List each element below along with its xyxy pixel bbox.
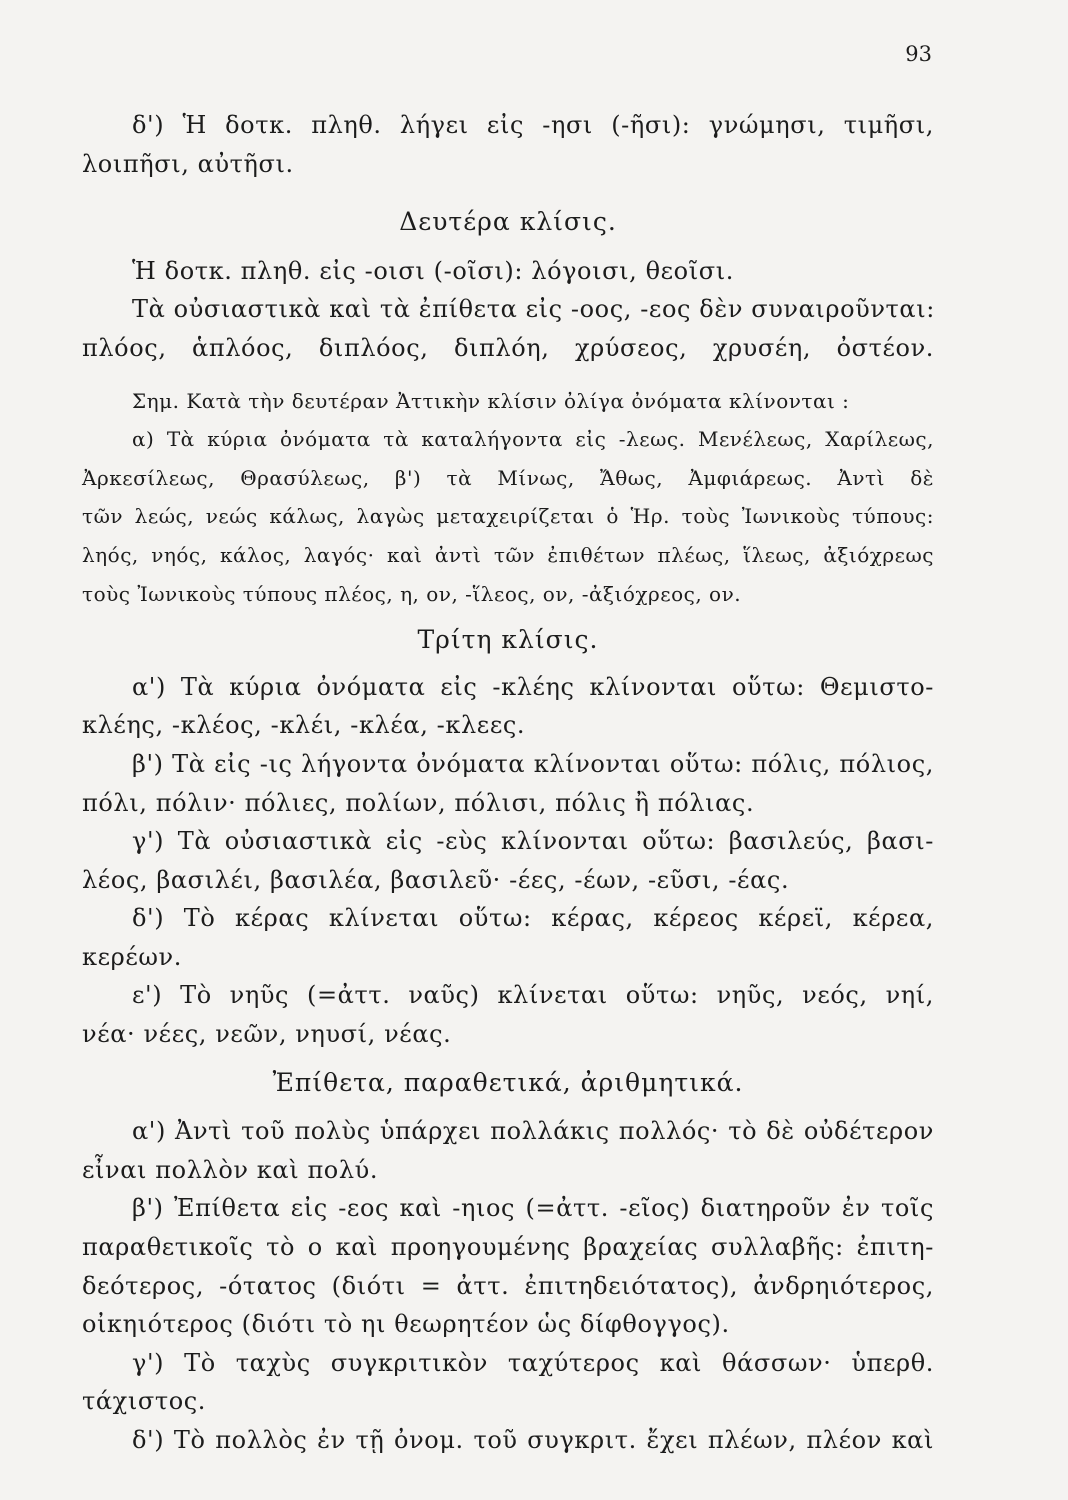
text-line: λοιπῆσι, αὐτῆσι. — [82, 149, 294, 178]
note-line: τοὺς Ἰωνικοὺς τύπους πλέος, η, ον, -ἵλεος, ον, -ἀξιόχρεος, ον. — [82, 581, 742, 606]
note-line: τῶν λεώς, νεώς κάλως, λαγὼς μεταχειρίζεται ὁ Ἡρ. τοὺς Ἰωνικοὺς τύπους: — [82, 504, 934, 529]
text-line: πόλι, πόλιν· πόλιες, πολίων, πόλισι, πόλις ἢ πόλιας. — [82, 788, 755, 817]
text-line: Ἡ δοτκ. πληθ. εἰς -οισι (-οῖσι): λόγοισι, θεοῖσι. — [132, 256, 734, 285]
note-line: ληός, νηός, κάλος, λαγός· καὶ ἀντὶ τῶν ἐπιθέτων πλέως, ἵλεως, ἀξιόχρεως — [82, 542, 934, 567]
text-line: κλέης, -κλέος, -κλέι, -κλέα, -κλεες. — [82, 711, 526, 740]
note-line: Σημ. Κατὰ τὴν δευτέραν Ἀττικὴν κλίσιν ὀλίγα ὀνόματα κλίνονται : — [132, 388, 850, 413]
text-line: Τὰ οὐσιαστικὰ καὶ τὰ ἐπίθετα εἰς -οος, -εος δὲν συναιροῦνται: — [132, 295, 935, 324]
text-line: ε') Τὸ νηῦς (=ἀττ. ναῦς) κλίνεται οὕτω: νηῦς, νεός, νηί, — [132, 981, 934, 1010]
text-line: δ') Τὸ πολλὸς ἐν τῇ ὀνομ. τοῦ συγκριτ. ἔχει πλέων, πλέον καὶ — [132, 1426, 934, 1454]
text-line: πλόος, ἁπλόος, διπλόος, διπλόη, χρύσεος, χρυσέη, ὀστέον. — [82, 333, 934, 362]
text-line: οἰκηιότερος (διότι τὸ ηι θεωρητέον ὡς δίφθογγος). — [82, 1310, 730, 1339]
note-line: α) Τὰ κύρια ὀνόματα τὰ καταλήγοντα εἰς -λεως. Μενέλεως, Χαρίλεως, — [132, 427, 934, 452]
text-line: α') Τὰ κύρια ὀνόματα εἰς -κλέης κλίνονται οὕτω: Θεμιστο- — [132, 672, 934, 701]
text-line: δ') Ἡ δοτκ. πληθ. λήγει εἰς -ησι (-ῆσι): γνώμησι, τιμῆσι, — [132, 111, 934, 139]
text-line: β') Ἐπίθετα εἰς -εος καὶ -ηιος (=ἀττ. -εῖος) διατηροῦν ἐν τοῖς — [132, 1194, 934, 1223]
text-line: α') Ἀντὶ τοῦ πολὺς ὑπάρχει πολλάκις πολλός· τὸ δὲ οὐδέτερον — [132, 1117, 934, 1146]
section-heading: Τρίτη κλίσις. — [417, 625, 599, 655]
text-line: δεότερος, -ότατος (διότι = ἀττ. ἐπιτηδειότατος), ἀνδρηιότερος, — [82, 1271, 934, 1300]
text-line: γ') Τὸ ταχὺς συγκριτικὸν ταχύτερος καὶ θάσσων· ὑπερθ. — [132, 1348, 934, 1377]
section-heading: Ἐπίθετα, παραθετικά, ἀριθμητικά. — [272, 1067, 744, 1097]
text-line: λέος, βασιλέι, βασιλέα, βασιλεῦ· -έες, -έων, -εῦσι, -έας. — [82, 865, 790, 894]
section-heading: Δευτέρα κλίσις. — [399, 207, 617, 237]
note-line: Ἀρκεσίλεως, Θρασύλεως, β') τὰ Μίνως, Ἄθως, Ἀμφιάρεως. Ἀντὶ δὲ — [82, 465, 934, 490]
text-line: κερέων. — [82, 942, 182, 971]
text-line: παραθετικοῖς τὸ ο καὶ προηγουμένης βραχείας συλλαβῆς: ἐπιτη- — [82, 1233, 934, 1262]
text-line: δ') Τὸ κέρας κλίνεται οὕτω: κέρας, κέρεος κέρεϊ, κέρεα, — [132, 904, 934, 933]
text-line: νέα· νέες, νεῶν, νηυσί, νέας. — [82, 1020, 452, 1049]
text-line: τάχιστος. — [82, 1387, 207, 1416]
text-line: β') Τὰ εἰς -ις λήγοντα ὀνόματα κλίνονται οὕτω: πόλις, πόλιος, — [132, 749, 934, 778]
page-body — [82, 106, 934, 1460]
text-line: γ') Τὰ οὐσιαστικὰ εἰς -εὺς κλίνονται οὕτω: βασιλεύς, βασι- — [132, 827, 934, 856]
page-number: 93 — [905, 42, 932, 66]
text-line: εἶναι πολλὸν καὶ πολύ. — [82, 1155, 379, 1184]
